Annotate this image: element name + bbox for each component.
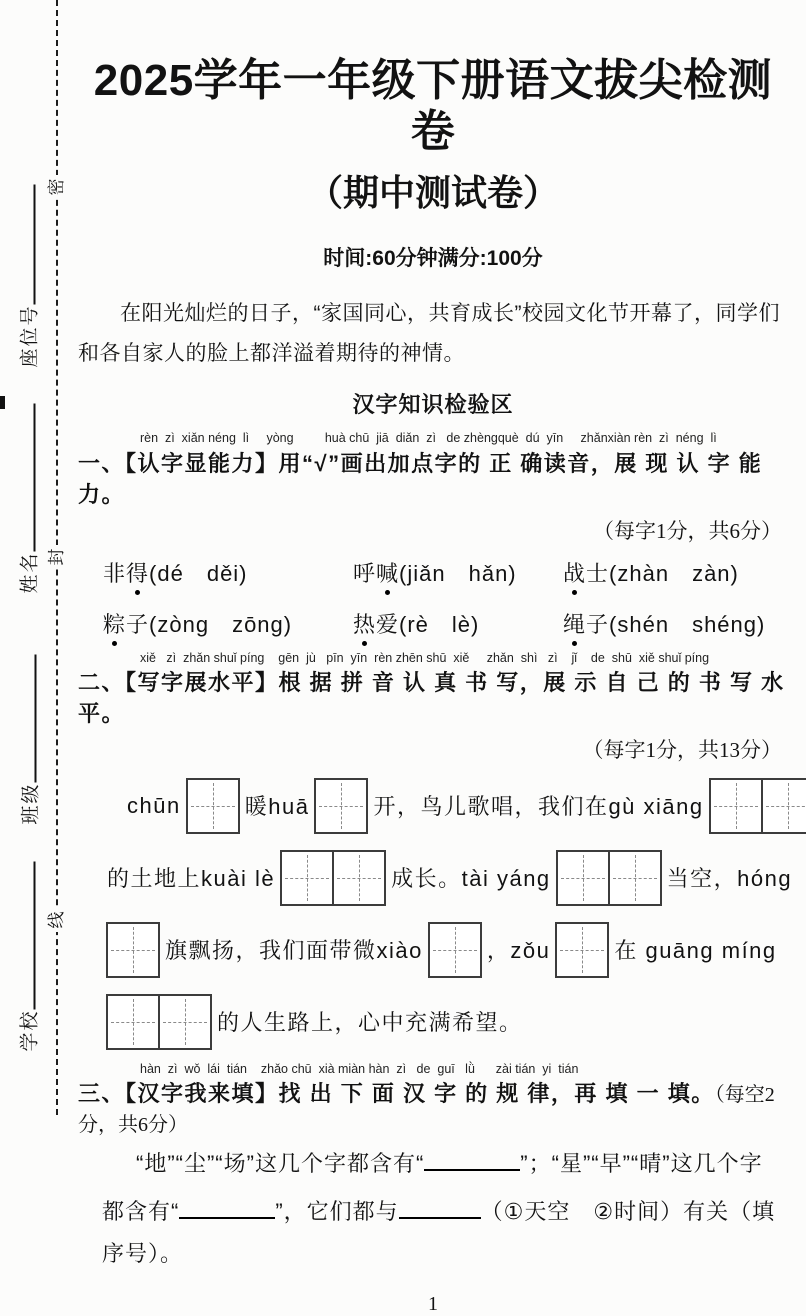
question-3-pinyin: hàn zì wǒ lái tián zhǎo chū xià miàn hàn zì de guī lǜ zài tián yi tián bbox=[140, 1061, 579, 1076]
word-char: 非 bbox=[103, 560, 127, 586]
word-char: 爱 bbox=[376, 611, 400, 637]
exam-subtitle: （期中测试卷） bbox=[306, 172, 559, 214]
word-pair bbox=[563, 608, 788, 639]
pinyin-options[interactable]: (rè lè) bbox=[399, 611, 480, 637]
line-text: 开，鸟儿歌唱，我们在gù xiāng bbox=[373, 794, 704, 820]
word-pair bbox=[563, 557, 788, 588]
school-blank[interactable] bbox=[20, 861, 36, 1009]
question-3-text: 三、【汉字我来填】找 出 下 面 汉 字 的 规 律，再 填 一 填。 bbox=[78, 1081, 715, 1107]
line-text: 暖huā bbox=[244, 794, 310, 820]
tianzige-box bbox=[709, 778, 806, 834]
pinyin-options[interactable]: (zhàn zàn) bbox=[609, 560, 739, 586]
school-field bbox=[15, 852, 42, 1052]
question-2 bbox=[78, 650, 793, 1052]
tianzige-box bbox=[314, 778, 368, 834]
line-text: 旗飘扬，我们面带微xiào bbox=[165, 938, 423, 964]
question-1-score: （每字1分，共6分） bbox=[593, 518, 782, 543]
pinyin-options[interactable]: (jiǎn hǎn) bbox=[399, 560, 517, 586]
pinyin-options[interactable]: (zòng zōng) bbox=[149, 611, 293, 637]
question-3-line-1 bbox=[136, 1143, 788, 1185]
line-text: 在 guāng míng bbox=[614, 938, 777, 964]
line-text: 的土地上kuài lè bbox=[107, 866, 276, 892]
question-1-heading: 一、【认字显能力】用“√”画出加点字的 正 确读音，展 现 认 字 能 力。 bbox=[78, 450, 763, 507]
dotted-char: 得 bbox=[126, 557, 149, 588]
fill-text: （①天空 ②时间）有关（填序号）。 bbox=[102, 1199, 776, 1267]
tianzige-cell[interactable] bbox=[280, 850, 334, 906]
dotted-char: 绳 bbox=[563, 608, 586, 639]
fill-text: “地”“尘”“场”这几个字都含有“ bbox=[136, 1151, 425, 1177]
exam-paper bbox=[78, 0, 793, 1316]
line-text: 的人生路上，心中充满希望。 bbox=[217, 1010, 523, 1036]
tianzige-cell[interactable] bbox=[332, 850, 386, 906]
seat-number-field bbox=[15, 176, 42, 368]
word-pair bbox=[353, 608, 563, 639]
tianzige-box bbox=[186, 778, 240, 834]
question-3 bbox=[78, 1062, 788, 1275]
intro-paragraph: 在阳光灿烂的日子，“家国同心，共育成长”校园文化节开幕了，同学们和各自家人的脸上都洋溢着期待的神情。 bbox=[78, 302, 780, 366]
seal-char-xian: 线 bbox=[45, 908, 69, 932]
tianzige-box bbox=[428, 922, 482, 978]
class-blank[interactable] bbox=[21, 654, 37, 782]
word-char: 子 bbox=[126, 611, 150, 637]
tianzige-cell[interactable] bbox=[428, 922, 482, 978]
fill-text: ”，它们都与 bbox=[275, 1199, 399, 1225]
question-3-heading bbox=[78, 1077, 788, 1137]
question-3-line-2 bbox=[102, 1191, 788, 1275]
writing-line-2 bbox=[102, 848, 793, 908]
tianzige-cell[interactable] bbox=[106, 994, 160, 1050]
writing-line-1 bbox=[122, 776, 788, 836]
line-text: ，zǒu bbox=[486, 938, 551, 964]
dotted-char: 战 bbox=[563, 557, 586, 588]
word-pair bbox=[103, 608, 353, 639]
tianzige-box bbox=[106, 994, 212, 1050]
fill-text: ”；“星”“早”“晴”这几个字 bbox=[520, 1151, 763, 1177]
pinyin-choice-grid bbox=[103, 557, 788, 639]
tianzige-cell[interactable] bbox=[555, 922, 609, 978]
dotted-char: 喊 bbox=[376, 557, 399, 588]
word-pair bbox=[103, 557, 353, 588]
dotted-char: 热 bbox=[353, 608, 376, 639]
writing-line-4 bbox=[106, 992, 788, 1052]
tianzige-cell[interactable] bbox=[158, 994, 212, 1050]
dotted-char: 粽 bbox=[103, 608, 126, 639]
student-name-field bbox=[15, 398, 42, 594]
tianzige-cell[interactable] bbox=[709, 778, 763, 834]
answer-blank[interactable] bbox=[424, 1149, 520, 1171]
seat-number-label: 座位号 bbox=[19, 304, 41, 368]
answer-blank[interactable] bbox=[179, 1197, 275, 1219]
seal-char-feng: 封 bbox=[45, 545, 69, 569]
exam-title: 2025学年一年级下册语文拔尖检测卷 bbox=[93, 56, 773, 156]
word-char: 士 bbox=[586, 560, 610, 586]
seal-char-mi: 密 bbox=[45, 175, 69, 199]
line-text: 成长。tài yáng bbox=[391, 866, 551, 892]
pinyin-options[interactable]: (shén shéng) bbox=[609, 611, 766, 637]
question-2-pinyin: xiě zì zhǎn shuǐ píng gēn jù pīn yīn rèn zhēn shū xiě zhǎn shì zì jǐ de shū xiě shuǐ píng bbox=[140, 650, 710, 665]
tianzige-cell[interactable] bbox=[186, 778, 240, 834]
writing-section bbox=[78, 776, 793, 1052]
page-edge-tick bbox=[0, 396, 5, 409]
line-text: chūn bbox=[127, 792, 181, 818]
section-header: 汉字知识检验区 bbox=[352, 392, 514, 418]
tianzige-cell[interactable] bbox=[761, 778, 806, 834]
answer-blank[interactable] bbox=[399, 1197, 481, 1219]
tianzige-cell[interactable] bbox=[314, 778, 368, 834]
fill-text: 都含有“ bbox=[102, 1199, 180, 1225]
word-pair bbox=[353, 557, 563, 588]
class-field bbox=[16, 647, 43, 825]
word-char: 子 bbox=[586, 611, 610, 637]
seat-number-blank[interactable] bbox=[20, 184, 36, 304]
pinyin-options[interactable]: (dé děi) bbox=[149, 560, 248, 586]
tianzige-cell[interactable] bbox=[106, 922, 160, 978]
word-char: 呼 bbox=[353, 560, 377, 586]
tianzige-cell[interactable] bbox=[556, 850, 610, 906]
tianzige-cell[interactable] bbox=[608, 850, 662, 906]
student-name-label: 姓名 bbox=[19, 551, 41, 594]
writing-line-3 bbox=[106, 920, 788, 980]
school-label: 学校 bbox=[19, 1009, 41, 1052]
line-text: 当空，hóng bbox=[666, 866, 793, 892]
tianzige-box bbox=[106, 922, 160, 978]
tianzige-box bbox=[280, 850, 386, 906]
tianzige-box bbox=[555, 922, 609, 978]
question-1-pinyin: rèn zì xiǎn néng lì yòng huà chū jiā diǎn zì de zhèngquè dú yīn zhǎnxiàn rèn zì néng lì bbox=[140, 431, 717, 446]
question-3-score: （每空2分，共6分） bbox=[78, 1084, 775, 1137]
class-label: 班级 bbox=[20, 782, 42, 825]
question-2-heading: 二、【写字展水平】根 据 拼 音 认 真 书 写，展 示 自 己 的 书 写 水 平。 bbox=[78, 669, 785, 726]
page-number: 1 bbox=[428, 1293, 438, 1316]
question-2-score: （每字1分，共13分） bbox=[582, 737, 782, 762]
tianzige-box bbox=[556, 850, 662, 906]
question-1 bbox=[78, 431, 788, 638]
time-and-score: 时间:60分钟满分:100分 bbox=[323, 247, 543, 271]
student-name-blank[interactable] bbox=[20, 403, 36, 551]
